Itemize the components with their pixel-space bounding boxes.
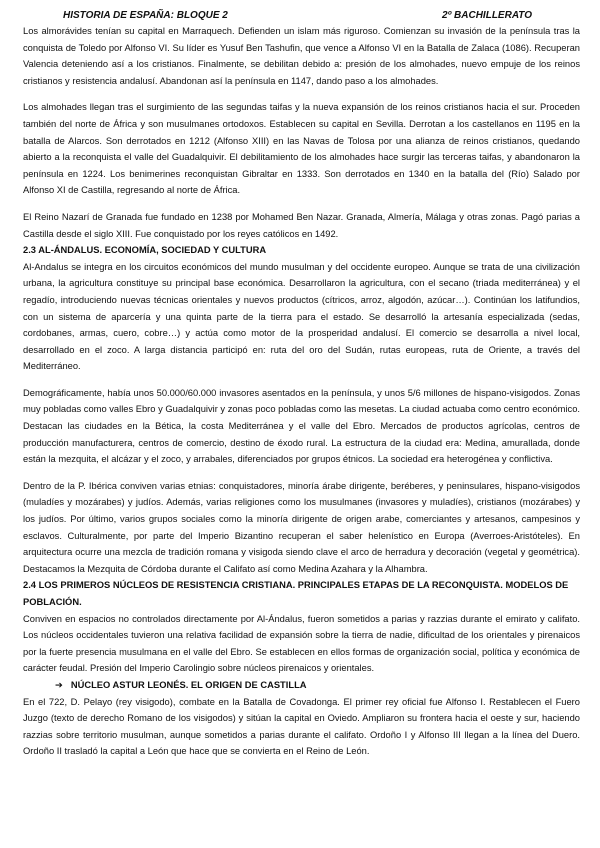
paragraph-demografia: Demográficamente, había unos 50.000/60.000 invasores asentados en la península, y unos 5/6 millones de hispano-visigodos. Zonas muy pobladas como valles Ebro y Guadalquivir y zonas poco pobladas como las mesetas. La ciudad actuaba como centro económico. Destacan las ciudades en la Bética, la costa Mediterránea y el valle del Ebro. Mercados de productos agrícolas, centros de producción manufacturera, centros de comercio, destino de éxodo rural. La estructura de la ciudad era: Medina, amurallada, donde están la mezquita, el alcázar y el zoco, y arrabales, diferenciados por grupos étnicos. La sociedad era heterogénea y conflictiva. [23, 387, 580, 465]
section-heading-2-4: 2.4 LOS PRIMEROS NÚCLEOS DE RESISTENCIA CRISTIANA. PRINCIPALES ETAPAS DE LA RECONQUISTA. MODELOS DE POBLACIÓN. [23, 580, 569, 607]
paragraph-almohades: Los almohades llegan tras el surgimiento de las segundas taifas y la nueva expansión de los reinos cristianos hacia el sur. Proceden también del norte de África y son musulmanes ortodoxos. Establecen su capital en Sevilla. Derrotan a los castellanos en 1195 en la batalla de Alarcos. Son derrotados en 1212 (Alfonso XIII) en las Navas de Tolosa por una alianza de reinos cristianos, quedando abierto a la reconquista el valle del Guadalquivir. El debilitamiento de los almohades hace surgir las terceras taifas, y abandonaron la península en 1224. Los benimerines reconquistan Gibraltar en 1333. Son derrotados en 1340 en la batalla del (Río) Salado por Alfonso XI de Castilla, regresando al norte de África. [23, 102, 580, 196]
paragraph-astur-leones: En el 722, D. Pelayo (rey visigodo), combate en la Batalla de Covadonga. El primer rey oficial fue Alfonso I. Restablecen el Fuero Juzgo (texto de derecho Romano de los visigodos) y sitúan la capital en Oviedo. Ampliaron su frontera hacia el oeste y sur, haciendo razzias sobre territorio musulman, aunque sometidos a parias durante el califato. Ordoño I y Alfonso III llegan a la línea del Duero. Ordoño II trasladó la capital a León que hace que se convierta en el Reino de León. [23, 696, 580, 757]
paragraph-sociedad-cultura: Dentro de la P. Ibérica conviven varias etnias: conquistadores, minoría árabe dirigente, beréberes, y peninsulares, hispano-visigodos (muladíes y mozárabes) y judíos. Además, varias religiones como los musulmanes (invasores y muladíes), cristianos (mozárabes) y los judíos. Por último, varios grupos sociales como la minoría dirigente de origen arabe, comerciantes y artesanos, campesinos y esclavos. Culturalmente, por parte del Imperio Bizantino recuperan el saber helenístico en Europa (Averroes-Aristóteles). En arquitectura ocurre una mezcla de tradición romana y visigoda siendo clave el arco de herradura y decoración (vegetal y geométrica). Destacamos la Mezquita de Córdoba durante el Califato así como Medina Azahara y la Alhambra. [23, 480, 580, 574]
paragraph-nucleos-resistencia: Conviven en espacios no controlados directamente por Al-Ándalus, fueron sometidos a parias y razzias durante el emirato y califato. Los núcleos occidentales tuvieron una relativa facilidad de expansión sobre la tierra de nadie, dificultad de los orientales y pirenaicos por la fuerte presencia musulmana en el valle del Ebro. Se establecen en ellos formas de organización social, política y económica de carácter feudal. Presión del Imperio Carolingio sobre núcleos pirenaicos y orientales. [23, 613, 580, 674]
header-course: 2º BACHILLERATO [442, 10, 532, 21]
page-header [23, 8, 580, 23]
subsection-heading-astur-leones [23, 677, 580, 694]
paragraph-almoravides: Los almorávides tenían su capital en Marraquech. Defienden un islam más riguroso. Comienzan su invasión de la península tras la conquista de Toledo por Alfonso VI. Su líder es Yusuf Ben Tashufin, que vence a Alfonso VI en la Batalla de Zalaca (1086). Recuperan Valencia deteniendo así a los cristianos. Finalmente, se debilitan debido a: presión de los almohades, nuevo empuje de los reinos cristianos y resistencia andalusí. Abandonan así la península en 1147, dando paso a los almohades. [23, 26, 580, 86]
section-heading-2-3: 2.3 AL-ÁNDALUS. ECONOMÍA, SOCIEDAD Y CULTURA [23, 245, 267, 256]
subsection-heading-text: NÚCLEO ASTUR LEONÉS. EL ORIGEN DE CASTILLA [70, 679, 307, 690]
paragraph-economia: Al-Andalus se integra en los circuitos económicos del mundo musulman y del occidente europeo. Aunque se trata de una civilización urbana, la agricultura constituye su principal base económica. Desarrollaron la agricultura, con el secano (triada mediterránea) y el regadío, introduciendo nuevas técnicas orientales y nuevos productos (cítricos, arroz, algodón, azúcar…). Continúan los latifundios, con un sistema de aparcería y una quinta parte de la tierra para el estado. Se desarrolló la artesanía especializada (sedas, cordobanes, armas, cuero, cobre…) y actúa como motor de la prosperidad andalusí. El comercio se desarrolla a nivel local, desarrollado en el zoco. A larga distancia participó en: ruta del oro del Sudán, rutas europeas, ruta de Oriente, a través del Mediterráneo. [23, 261, 580, 372]
paragraph-reino-nazari: El Reino Nazarí de Granada fue fundado en 1238 por Mohamed Ben Nazar. Granada, Almería, Málaga y otras zonas. Pagó parias a Castilla desde el siglo XIII. Fue conquistado por los reyes católicos en 1492. [23, 211, 580, 239]
arrow-bullet-icon: ➔ [55, 679, 63, 690]
header-subject: HISTORIA DE ESPAÑA: BLOQUE 2 [63, 10, 228, 21]
